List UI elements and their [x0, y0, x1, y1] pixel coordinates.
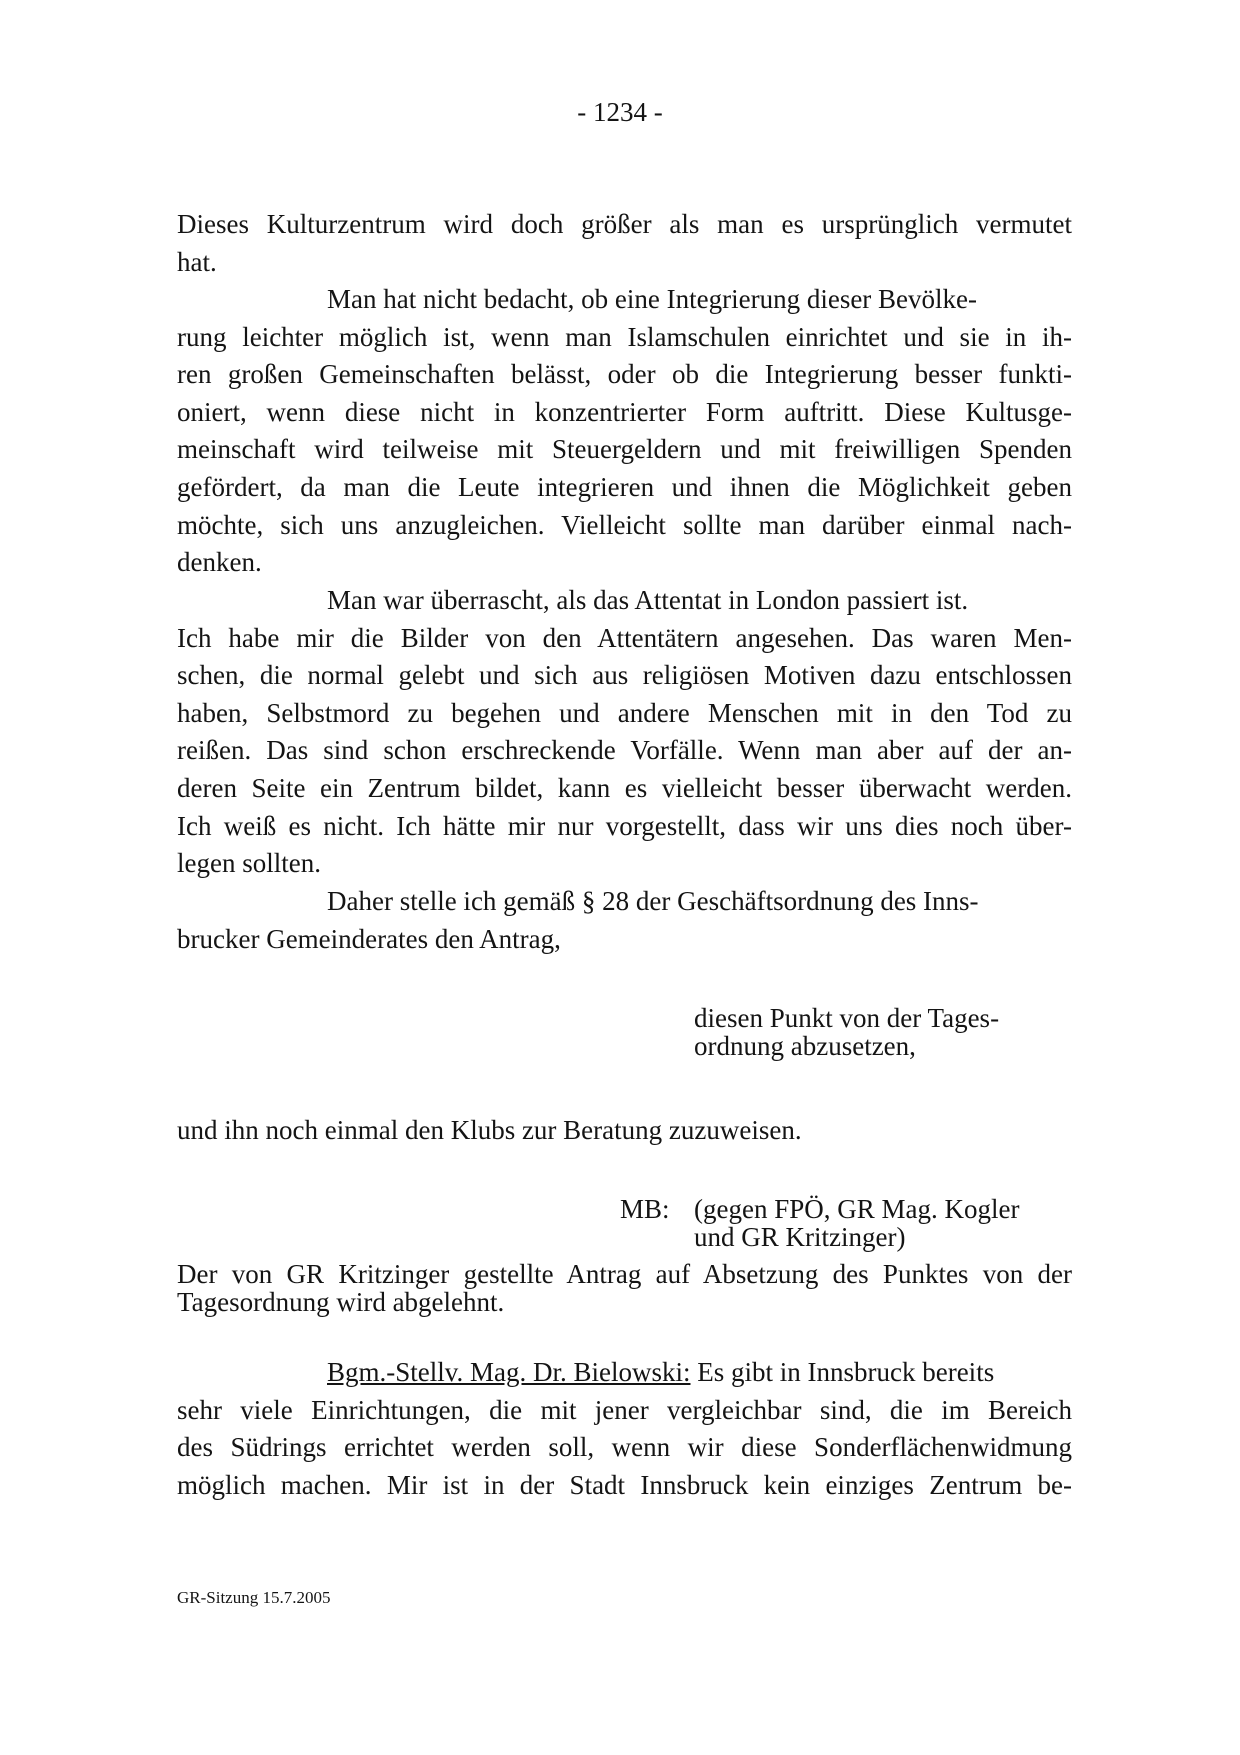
text-line: diesen Punkt von der Tages-: [694, 1003, 1000, 1033]
text-line: Bgm.-Stellv. Mag. Dr. Bielowski: Es gibt in Innsbruck bereits: [327, 1357, 995, 1387]
speaker-name: Bgm.-Stellv. Mag. Dr. Bielowski:: [327, 1357, 691, 1387]
text-line: Ich habe mir die Bilder von den Attentätern angesehen. Das waren Men-: [177, 622, 1072, 653]
text-line: sehr viele Einrichtungen, die mit jener vergleichbar sind, die im Bereich: [177, 1394, 1072, 1425]
text-line: reißen. Das sind schon erschreckende Vorfälle. Wenn man aber auf der an-: [177, 735, 1072, 766]
text-line: meinschaft wird teilweise mit Steuergeldern und mit freiwilligen Spenden: [177, 434, 1072, 465]
text-line: Ich weiß es nicht. Ich hätte mir nur vorgestellt, dass wir uns dies noch über-: [177, 810, 1072, 841]
result-text: [177, 1260, 1072, 1316]
text-line: Der von GR Kritzinger gestellte Antrag auf Absetzung des Punktes von der: [177, 1259, 1072, 1289]
text-line: ren großen Gemeinschaften belässt, oder ob die Integrierung besser funkti-: [177, 359, 1072, 390]
text-line: Daher stelle ich gemäß § 28 der Geschäftsordnung des Inns-: [327, 886, 979, 916]
text-line: oniert, wenn diese nicht in konzentrierter Form auftritt. Diese Kultusge-: [177, 396, 1072, 427]
paragraph-3: [177, 582, 1072, 883]
vote-label: MB:: [620, 1194, 670, 1224]
page-number: - 1234 -: [577, 97, 663, 127]
text-line: und GR Kritzinger): [694, 1222, 906, 1252]
text-line: legen sollten.: [177, 848, 321, 879]
paragraph-2: [177, 281, 1072, 582]
text-line: des Südrings errichtet werden soll, wenn wir diese Sonderflächenwidmung: [177, 1432, 1072, 1463]
text-line: Man war überrascht, als das Attentat in London passiert ist.: [327, 585, 969, 615]
vote-detail: [694, 1195, 1019, 1251]
footer: GR-Sitzung 15.7.2005: [177, 1588, 331, 1607]
text-line: (gegen FPÖ, GR Mag. Kogler: [694, 1194, 1020, 1224]
text-line: Man hat nicht bedacht, ob eine Integrierung dieser Bevölke-: [327, 284, 978, 314]
text-line: schen, die normal gelebt und sich aus religiösen Motiven dazu entschlossen: [177, 660, 1072, 691]
text-line: haben, Selbstmord zu begehen und andere Menschen mit in den Tod zu: [177, 697, 1072, 728]
text-line: ordnung abzusetzen,: [694, 1031, 916, 1061]
text-line: Dieses Kulturzentrum wird doch größer als man es ursprünglich vermutet: [177, 209, 1072, 239]
text-line: möchte, sich uns anzugleichen. Vielleicht sollte man darüber einmal nach-: [177, 509, 1072, 540]
text-line: rung leichter möglich ist, wenn man Islamschulen einrichtet und sie in ih-: [177, 321, 1072, 352]
speech-paragraph: [177, 1354, 1072, 1504]
text-line: möglich machen. Mir ist in der Stadt Innsbruck kein einziges Zentrum be-: [177, 1469, 1072, 1500]
text-line: denken.: [177, 547, 262, 578]
text-line: Tagesordnung wird abgelehnt.: [177, 1287, 505, 1317]
text-line: brucker Gemeinderates den Antrag,: [177, 923, 561, 954]
text-line: hat.: [177, 246, 217, 277]
paragraph-1: [177, 206, 1072, 281]
vote-note: [620, 1195, 1019, 1251]
referral-text: und ihn noch einmal den Klubs zur Beratung zuzuweisen.: [177, 1115, 802, 1145]
motion-text: [694, 1004, 999, 1060]
text-line: gefördert, da man die Leute integrieren und ihnen die Möglichkeit geben: [177, 471, 1072, 502]
text-line: deren Seite ein Zentrum bildet, kann es vielleicht besser überwacht werden.: [177, 772, 1072, 803]
paragraph-4: [177, 883, 1072, 958]
